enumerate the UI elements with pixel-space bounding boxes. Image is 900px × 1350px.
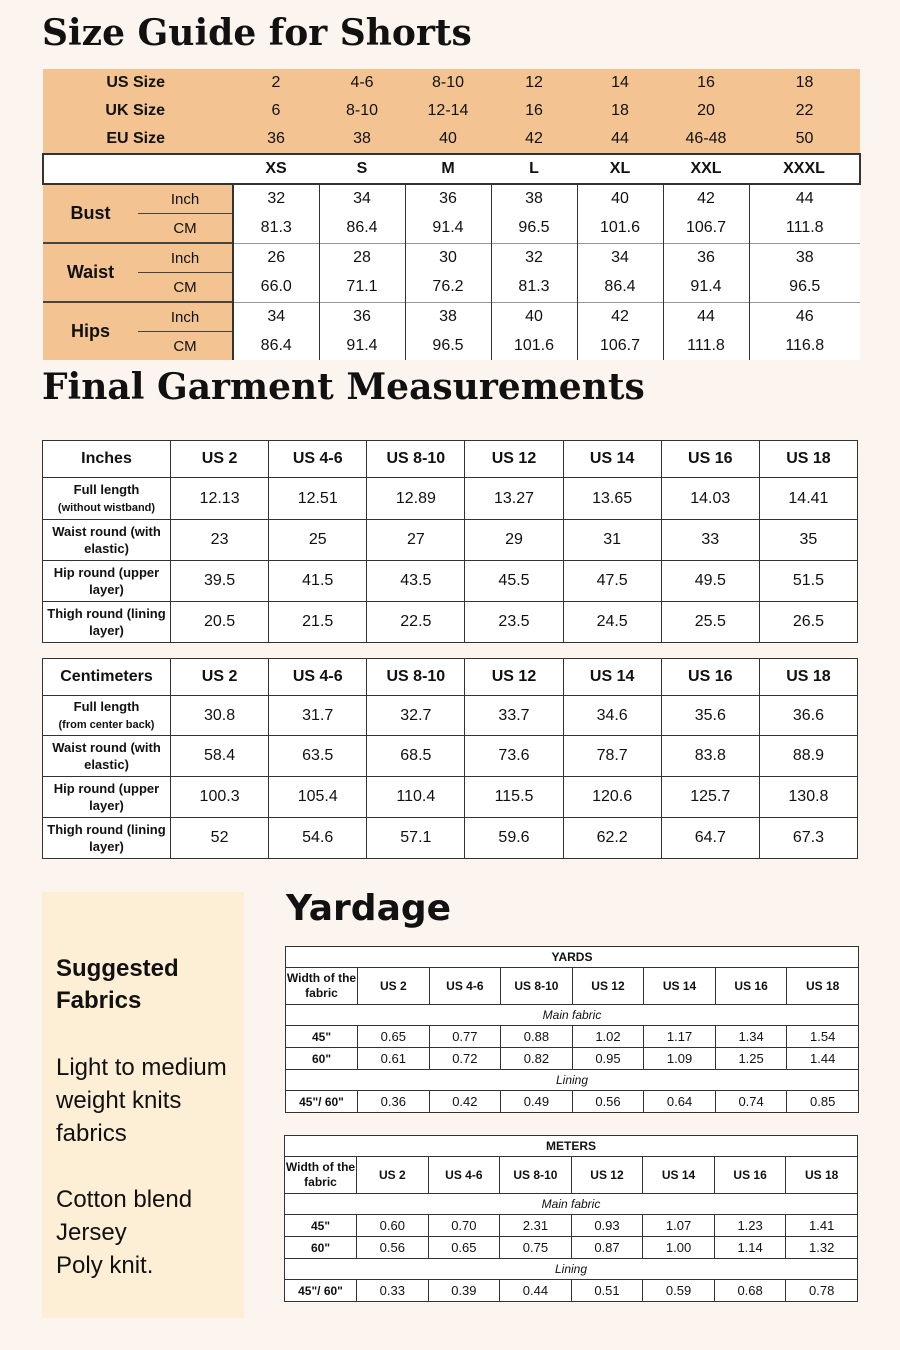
garment-row-label-line1: Thigh round (lining bbox=[47, 822, 166, 837]
garment-size-header: US 4-6 bbox=[269, 441, 367, 478]
garment-row-label bbox=[43, 777, 171, 818]
yardage-value: 0.56 bbox=[357, 1237, 429, 1259]
garment-value: 34.6 bbox=[563, 696, 661, 736]
yardage-value: 1.23 bbox=[714, 1215, 786, 1237]
measure-value: 36 bbox=[663, 243, 749, 273]
size-value: 4-6 bbox=[319, 69, 405, 97]
measure-value: 81.3 bbox=[491, 273, 577, 303]
yardage-row-label: 60" bbox=[285, 1237, 357, 1259]
main-fabric-label: Main fabric bbox=[285, 1194, 858, 1215]
size-value: 14 bbox=[577, 69, 663, 97]
measure-value: 34 bbox=[577, 243, 663, 273]
measure-value: 71.1 bbox=[319, 273, 405, 303]
yardage-value: 0.56 bbox=[572, 1091, 644, 1113]
yardage-value: 1.14 bbox=[714, 1237, 786, 1259]
size-value: 12-14 bbox=[405, 97, 491, 125]
garment-value: 25.5 bbox=[661, 602, 759, 643]
size-letter: S bbox=[319, 154, 405, 184]
final-measurements-title: Final Garment Measurements bbox=[42, 366, 645, 408]
yardage-caption: METERS bbox=[285, 1136, 858, 1157]
garment-size-header: US 4-6 bbox=[269, 659, 367, 696]
yardage-value: 1.02 bbox=[572, 1026, 644, 1048]
measure-value: 36 bbox=[319, 302, 405, 332]
yardage-value: 0.49 bbox=[501, 1091, 573, 1113]
garment-row bbox=[43, 777, 858, 818]
yardage-value: 0.51 bbox=[571, 1280, 643, 1302]
yardage-size-header: US 4-6 bbox=[429, 968, 501, 1005]
size-guide-table bbox=[42, 69, 861, 360]
measure-value: 86.4 bbox=[319, 214, 405, 244]
garment-size-header: US 12 bbox=[465, 659, 563, 696]
size-letter: XL bbox=[577, 154, 663, 184]
garment-value: 88.9 bbox=[759, 736, 857, 777]
measure-label: Bust bbox=[43, 184, 138, 243]
garment-value: 24.5 bbox=[563, 602, 661, 643]
yardage-value: 0.88 bbox=[501, 1026, 573, 1048]
lining-label: Lining bbox=[286, 1070, 859, 1091]
measure-value: 101.6 bbox=[491, 332, 577, 361]
garment-row-label bbox=[43, 520, 171, 561]
size-value: 46-48 bbox=[663, 125, 749, 154]
size-row-label: EU Size bbox=[43, 125, 233, 154]
measure-row-inch bbox=[43, 184, 860, 214]
yardage-value: 0.42 bbox=[429, 1091, 501, 1113]
garment-row bbox=[43, 602, 858, 643]
garment-row-label bbox=[43, 818, 171, 859]
garment-value: 14.41 bbox=[759, 478, 857, 520]
measure-value: 38 bbox=[749, 243, 860, 273]
yardage-meters-table bbox=[284, 1135, 858, 1302]
yardage-row-label: 45"/ 60" bbox=[285, 1280, 357, 1302]
garment-row-label-line1: Hip round (upper bbox=[53, 565, 160, 580]
garment-row bbox=[43, 478, 858, 520]
size-value: 38 bbox=[319, 125, 405, 154]
yardage-value: 1.44 bbox=[787, 1048, 859, 1070]
measure-value: 44 bbox=[749, 184, 860, 214]
garment-row-label-line2: (from center back) bbox=[58, 718, 155, 731]
garment-value: 115.5 bbox=[465, 777, 563, 818]
garment-value: 78.7 bbox=[563, 736, 661, 777]
garment-value: 125.7 bbox=[661, 777, 759, 818]
yardage-header-row bbox=[285, 1157, 858, 1194]
yardage-size-header: US 14 bbox=[644, 968, 716, 1005]
measure-value: 34 bbox=[319, 184, 405, 214]
yardage-value: 0.82 bbox=[501, 1048, 573, 1070]
garment-size-header: US 2 bbox=[171, 441, 269, 478]
measure-value: 111.8 bbox=[749, 214, 860, 244]
garment-row-label-line2: (without wistband) bbox=[57, 501, 156, 514]
unit-label: CM bbox=[138, 214, 233, 244]
main-fabric-row bbox=[286, 1005, 859, 1026]
yardage-value: 0.61 bbox=[358, 1048, 430, 1070]
fabrics-description: Light to medium weight knits fabrics bbox=[56, 1054, 227, 1147]
yardage-size-header: US 14 bbox=[643, 1157, 715, 1194]
garment-value: 33 bbox=[661, 520, 759, 561]
measure-row-cm bbox=[43, 332, 860, 361]
garment-value: 26.5 bbox=[759, 602, 857, 643]
size-value: 18 bbox=[749, 69, 860, 97]
garment-value: 20.5 bbox=[171, 602, 269, 643]
yardage-value: 0.85 bbox=[787, 1091, 859, 1113]
measure-value: 76.2 bbox=[405, 273, 491, 303]
garment-value: 59.6 bbox=[465, 818, 563, 859]
measure-label: Hips bbox=[43, 302, 138, 360]
garment-size-header: US 14 bbox=[563, 659, 661, 696]
yardage-row-label: 45" bbox=[285, 1215, 357, 1237]
garment-value: 35.6 bbox=[661, 696, 759, 736]
yardage-size-header: US 8-10 bbox=[501, 968, 573, 1005]
unit-label: Inch bbox=[138, 302, 233, 332]
fabric-item: Cotton blend bbox=[56, 1186, 193, 1213]
garment-row-label-line1: Full length bbox=[73, 481, 140, 497]
size-value: 16 bbox=[663, 69, 749, 97]
yardage-value: 0.70 bbox=[428, 1215, 500, 1237]
garment-value: 47.5 bbox=[563, 561, 661, 602]
garment-size-header: US 8-10 bbox=[367, 441, 465, 478]
size-value: 2 bbox=[233, 69, 319, 97]
garment-value: 110.4 bbox=[367, 777, 465, 818]
lining-row bbox=[286, 1070, 859, 1091]
yardage-value: 1.00 bbox=[643, 1237, 715, 1259]
yardage-value: 0.65 bbox=[358, 1026, 430, 1048]
garment-header-row bbox=[43, 441, 858, 478]
yardage-value: 1.25 bbox=[715, 1048, 787, 1070]
measure-value: 40 bbox=[491, 302, 577, 332]
garment-value: 62.2 bbox=[563, 818, 661, 859]
yardage-size-header: US 4-6 bbox=[428, 1157, 500, 1194]
garment-size-header: US 16 bbox=[661, 441, 759, 478]
garment-value: 22.5 bbox=[367, 602, 465, 643]
size-value: 8-10 bbox=[319, 97, 405, 125]
yardage-size-header: US 2 bbox=[357, 1157, 429, 1194]
measure-value: 81.3 bbox=[233, 214, 319, 244]
fabric-item: Jersey bbox=[56, 1219, 127, 1246]
garment-size-header: US 18 bbox=[759, 659, 857, 696]
garment-row bbox=[43, 736, 858, 777]
garment-value: 41.5 bbox=[269, 561, 367, 602]
yardage-size-header: US 18 bbox=[787, 968, 859, 1005]
yardage-value: 0.95 bbox=[572, 1048, 644, 1070]
garment-value: 32.7 bbox=[367, 696, 465, 736]
garment-size-header: US 8-10 bbox=[367, 659, 465, 696]
measure-value: 86.4 bbox=[233, 332, 319, 361]
unit-label: CM bbox=[138, 273, 233, 303]
garment-row bbox=[43, 696, 858, 736]
yardage-value: 0.87 bbox=[571, 1237, 643, 1259]
yardage-title: Yardage bbox=[286, 888, 452, 929]
garment-value: 14.03 bbox=[661, 478, 759, 520]
fabric-item: Poly knit. bbox=[56, 1252, 154, 1279]
garment-value: 130.8 bbox=[759, 777, 857, 818]
yardage-row bbox=[285, 1280, 858, 1302]
size-value: 22 bbox=[749, 97, 860, 125]
unit-label: Inch bbox=[138, 184, 233, 214]
yardage-value: 1.09 bbox=[644, 1048, 716, 1070]
garment-row-label-line1: Hip round (upper bbox=[53, 781, 160, 796]
measure-value: 42 bbox=[663, 184, 749, 214]
garment-row-label-line1: Full length bbox=[73, 698, 140, 714]
size-letter: XXL bbox=[663, 154, 749, 184]
yardage-value: 0.44 bbox=[500, 1280, 572, 1302]
garment-size-header: US 12 bbox=[465, 441, 563, 478]
garment-value: 39.5 bbox=[171, 561, 269, 602]
measure-row-cm bbox=[43, 273, 860, 303]
garment-row bbox=[43, 818, 858, 859]
garment-value: 83.8 bbox=[661, 736, 759, 777]
main-fabric-row bbox=[285, 1194, 858, 1215]
yardage-size-header: US 2 bbox=[358, 968, 430, 1005]
size-value: 12 bbox=[491, 69, 577, 97]
measure-value: 46 bbox=[749, 302, 860, 332]
yardage-row-label: 45"/ 60" bbox=[286, 1091, 358, 1113]
measure-row-cm bbox=[43, 214, 860, 244]
yardage-row bbox=[286, 1091, 859, 1113]
measure-row-inch bbox=[43, 243, 860, 273]
measure-label: Waist bbox=[43, 243, 138, 302]
garment-value: 100.3 bbox=[171, 777, 269, 818]
garment-value: 13.27 bbox=[465, 478, 563, 520]
measure-value: 38 bbox=[491, 184, 577, 214]
garment-row-label-line2: elastic) bbox=[84, 757, 129, 772]
measure-value: 32 bbox=[491, 243, 577, 273]
yardage-row-label: 60" bbox=[286, 1048, 358, 1070]
yardage-value: 1.32 bbox=[786, 1237, 858, 1259]
yardage-yards-table bbox=[285, 946, 859, 1113]
garment-row-label bbox=[43, 602, 171, 643]
yardage-row bbox=[285, 1215, 858, 1237]
garment-row-label-line1: Waist round (with bbox=[52, 740, 161, 755]
measure-value: 66.0 bbox=[233, 273, 319, 303]
size-value: 20 bbox=[663, 97, 749, 125]
garment-value: 27 bbox=[367, 520, 465, 561]
yardage-value: 0.33 bbox=[357, 1280, 429, 1302]
yardage-value: 0.75 bbox=[500, 1237, 572, 1259]
size-value: 6 bbox=[233, 97, 319, 125]
measure-value: 40 bbox=[577, 184, 663, 214]
unit-label: CM bbox=[138, 332, 233, 361]
garment-value: 58.4 bbox=[171, 736, 269, 777]
garment-row-label bbox=[43, 478, 171, 520]
yardage-row bbox=[285, 1237, 858, 1259]
garment-row-label-line2: elastic) bbox=[84, 541, 129, 556]
garment-value: 36.6 bbox=[759, 696, 857, 736]
garment-row-label-line2: layer) bbox=[89, 582, 124, 597]
garment-size-header: US 18 bbox=[759, 441, 857, 478]
size-letter: M bbox=[405, 154, 491, 184]
yardage-row bbox=[286, 1026, 859, 1048]
measure-value: 42 bbox=[577, 302, 663, 332]
yardage-size-header: US 12 bbox=[571, 1157, 643, 1194]
yardage-value: 0.72 bbox=[429, 1048, 501, 1070]
size-guide-title: Size Guide for Shorts bbox=[42, 12, 472, 54]
garment-value: 49.5 bbox=[661, 561, 759, 602]
garment-row-label bbox=[43, 561, 171, 602]
yardage-value: 1.54 bbox=[787, 1026, 859, 1048]
yardage-size-header: US 8-10 bbox=[500, 1157, 572, 1194]
yardage-value: 0.39 bbox=[428, 1280, 500, 1302]
garment-value: 67.3 bbox=[759, 818, 857, 859]
yardage-value: 2.31 bbox=[500, 1215, 572, 1237]
garment-row-label-line1: Thigh round (lining bbox=[47, 606, 166, 621]
yardage-value: 0.78 bbox=[786, 1280, 858, 1302]
measure-value: 116.8 bbox=[749, 332, 860, 361]
garment-row bbox=[43, 561, 858, 602]
width-label: Width of the fabric bbox=[285, 1157, 357, 1194]
garment-value: 43.5 bbox=[367, 561, 465, 602]
garment-value: 31 bbox=[563, 520, 661, 561]
yardage-value: 0.59 bbox=[643, 1280, 715, 1302]
garment-row-label bbox=[43, 696, 171, 736]
garment-unit-label: Centimeters bbox=[43, 659, 171, 696]
yardage-size-header: US 16 bbox=[715, 968, 787, 1005]
yardage-value: 0.68 bbox=[714, 1280, 786, 1302]
yardage-row-label: 45" bbox=[286, 1026, 358, 1048]
yardage-value: 0.64 bbox=[644, 1091, 716, 1113]
lining-label: Lining bbox=[285, 1259, 858, 1280]
measure-value: 32 bbox=[233, 184, 319, 214]
size-row bbox=[43, 69, 860, 97]
size-row-label: UK Size bbox=[43, 97, 233, 125]
garment-value: 31.7 bbox=[269, 696, 367, 736]
measure-value: 101.6 bbox=[577, 214, 663, 244]
garment-value: 52 bbox=[171, 818, 269, 859]
measure-value: 28 bbox=[319, 243, 405, 273]
garment-value: 25 bbox=[269, 520, 367, 561]
garment-value: 73.6 bbox=[465, 736, 563, 777]
size-row-label: US Size bbox=[43, 69, 233, 97]
measure-value: 86.4 bbox=[577, 273, 663, 303]
garment-value: 23 bbox=[171, 520, 269, 561]
garment-value: 12.89 bbox=[367, 478, 465, 520]
measure-value: 91.4 bbox=[319, 332, 405, 361]
measure-value: 91.4 bbox=[663, 273, 749, 303]
width-label: Width of the fabric bbox=[286, 968, 358, 1005]
yardage-row bbox=[286, 1048, 859, 1070]
size-value: 40 bbox=[405, 125, 491, 154]
yardage-value: 0.65 bbox=[428, 1237, 500, 1259]
garment-unit-label: Inches bbox=[43, 441, 171, 478]
garment-row-label-line2: layer) bbox=[89, 839, 124, 854]
measure-value: 91.4 bbox=[405, 214, 491, 244]
size-letters-row bbox=[43, 154, 860, 184]
yardage-value: 0.74 bbox=[715, 1091, 787, 1113]
yardage-value: 0.93 bbox=[571, 1215, 643, 1237]
garment-value: 57.1 bbox=[367, 818, 465, 859]
garment-value: 51.5 bbox=[759, 561, 857, 602]
garment-size-header: US 2 bbox=[171, 659, 269, 696]
garment-value: 68.5 bbox=[367, 736, 465, 777]
size-value: 44 bbox=[577, 125, 663, 154]
measure-value: 44 bbox=[663, 302, 749, 332]
yardage-value: 1.41 bbox=[786, 1215, 858, 1237]
size-value: 42 bbox=[491, 125, 577, 154]
measure-value: 26 bbox=[233, 243, 319, 273]
size-row bbox=[43, 97, 860, 125]
size-letter: XXXL bbox=[749, 154, 860, 184]
yardage-size-header: US 12 bbox=[572, 968, 644, 1005]
garment-value: 30.8 bbox=[171, 696, 269, 736]
garment-row-label-line1: Waist round (with bbox=[52, 524, 161, 539]
garment-value: 120.6 bbox=[563, 777, 661, 818]
garment-cm-table bbox=[42, 658, 858, 859]
size-row bbox=[43, 125, 860, 154]
measure-value: 96.5 bbox=[405, 332, 491, 361]
yardage-value: 0.77 bbox=[429, 1026, 501, 1048]
garment-value: 29 bbox=[465, 520, 563, 561]
garment-row bbox=[43, 520, 858, 561]
garment-value: 21.5 bbox=[269, 602, 367, 643]
yardage-value: 0.36 bbox=[358, 1091, 430, 1113]
measure-value: 34 bbox=[233, 302, 319, 332]
yardage-size-header: US 16 bbox=[714, 1157, 786, 1194]
garment-size-header: US 16 bbox=[661, 659, 759, 696]
yardage-value: 1.17 bbox=[644, 1026, 716, 1048]
garment-row-label-line2: layer) bbox=[89, 623, 124, 638]
garment-row-label-line2: layer) bbox=[89, 798, 124, 813]
garment-value: 23.5 bbox=[465, 602, 563, 643]
size-letter: XS bbox=[233, 154, 319, 184]
garment-value: 12.51 bbox=[269, 478, 367, 520]
garment-value: 54.6 bbox=[269, 818, 367, 859]
measure-value: 30 bbox=[405, 243, 491, 273]
measure-value: 106.7 bbox=[663, 214, 749, 244]
fabrics-list bbox=[56, 1183, 241, 1282]
garment-value: 64.7 bbox=[661, 818, 759, 859]
size-value: 36 bbox=[233, 125, 319, 154]
unit-label: Inch bbox=[138, 243, 233, 273]
yardage-value: 0.60 bbox=[357, 1215, 429, 1237]
yardage-caption-row bbox=[286, 947, 859, 968]
yardage-size-header: US 18 bbox=[786, 1157, 858, 1194]
garment-size-header: US 14 bbox=[563, 441, 661, 478]
garment-row-label bbox=[43, 736, 171, 777]
measure-row-inch bbox=[43, 302, 860, 332]
garment-value: 63.5 bbox=[269, 736, 367, 777]
size-value: 16 bbox=[491, 97, 577, 125]
lining-row bbox=[285, 1259, 858, 1280]
yardage-caption: YARDS bbox=[286, 947, 859, 968]
fabrics-title: Suggested Fabrics bbox=[56, 955, 179, 1014]
garment-value: 33.7 bbox=[465, 696, 563, 736]
garment-header-row bbox=[43, 659, 858, 696]
size-value: 18 bbox=[577, 97, 663, 125]
garment-value: 13.65 bbox=[563, 478, 661, 520]
yardage-value: 1.07 bbox=[643, 1215, 715, 1237]
yardage-value: 1.34 bbox=[715, 1026, 787, 1048]
measure-value: 36 bbox=[405, 184, 491, 214]
size-value: 50 bbox=[749, 125, 860, 154]
measure-value: 96.5 bbox=[749, 273, 860, 303]
measure-value: 106.7 bbox=[577, 332, 663, 361]
garment-value: 105.4 bbox=[269, 777, 367, 818]
garment-inches-table bbox=[42, 440, 858, 643]
yardage-header-row bbox=[286, 968, 859, 1005]
measure-value: 96.5 bbox=[491, 214, 577, 244]
garment-value: 35 bbox=[759, 520, 857, 561]
measure-value: 111.8 bbox=[663, 332, 749, 361]
measure-value: 38 bbox=[405, 302, 491, 332]
size-letter: L bbox=[491, 154, 577, 184]
blank-cell bbox=[43, 154, 233, 184]
yardage-caption-row bbox=[285, 1136, 858, 1157]
size-value: 8-10 bbox=[405, 69, 491, 97]
garment-value: 45.5 bbox=[465, 561, 563, 602]
garment-value: 12.13 bbox=[171, 478, 269, 520]
main-fabric-label: Main fabric bbox=[286, 1005, 859, 1026]
